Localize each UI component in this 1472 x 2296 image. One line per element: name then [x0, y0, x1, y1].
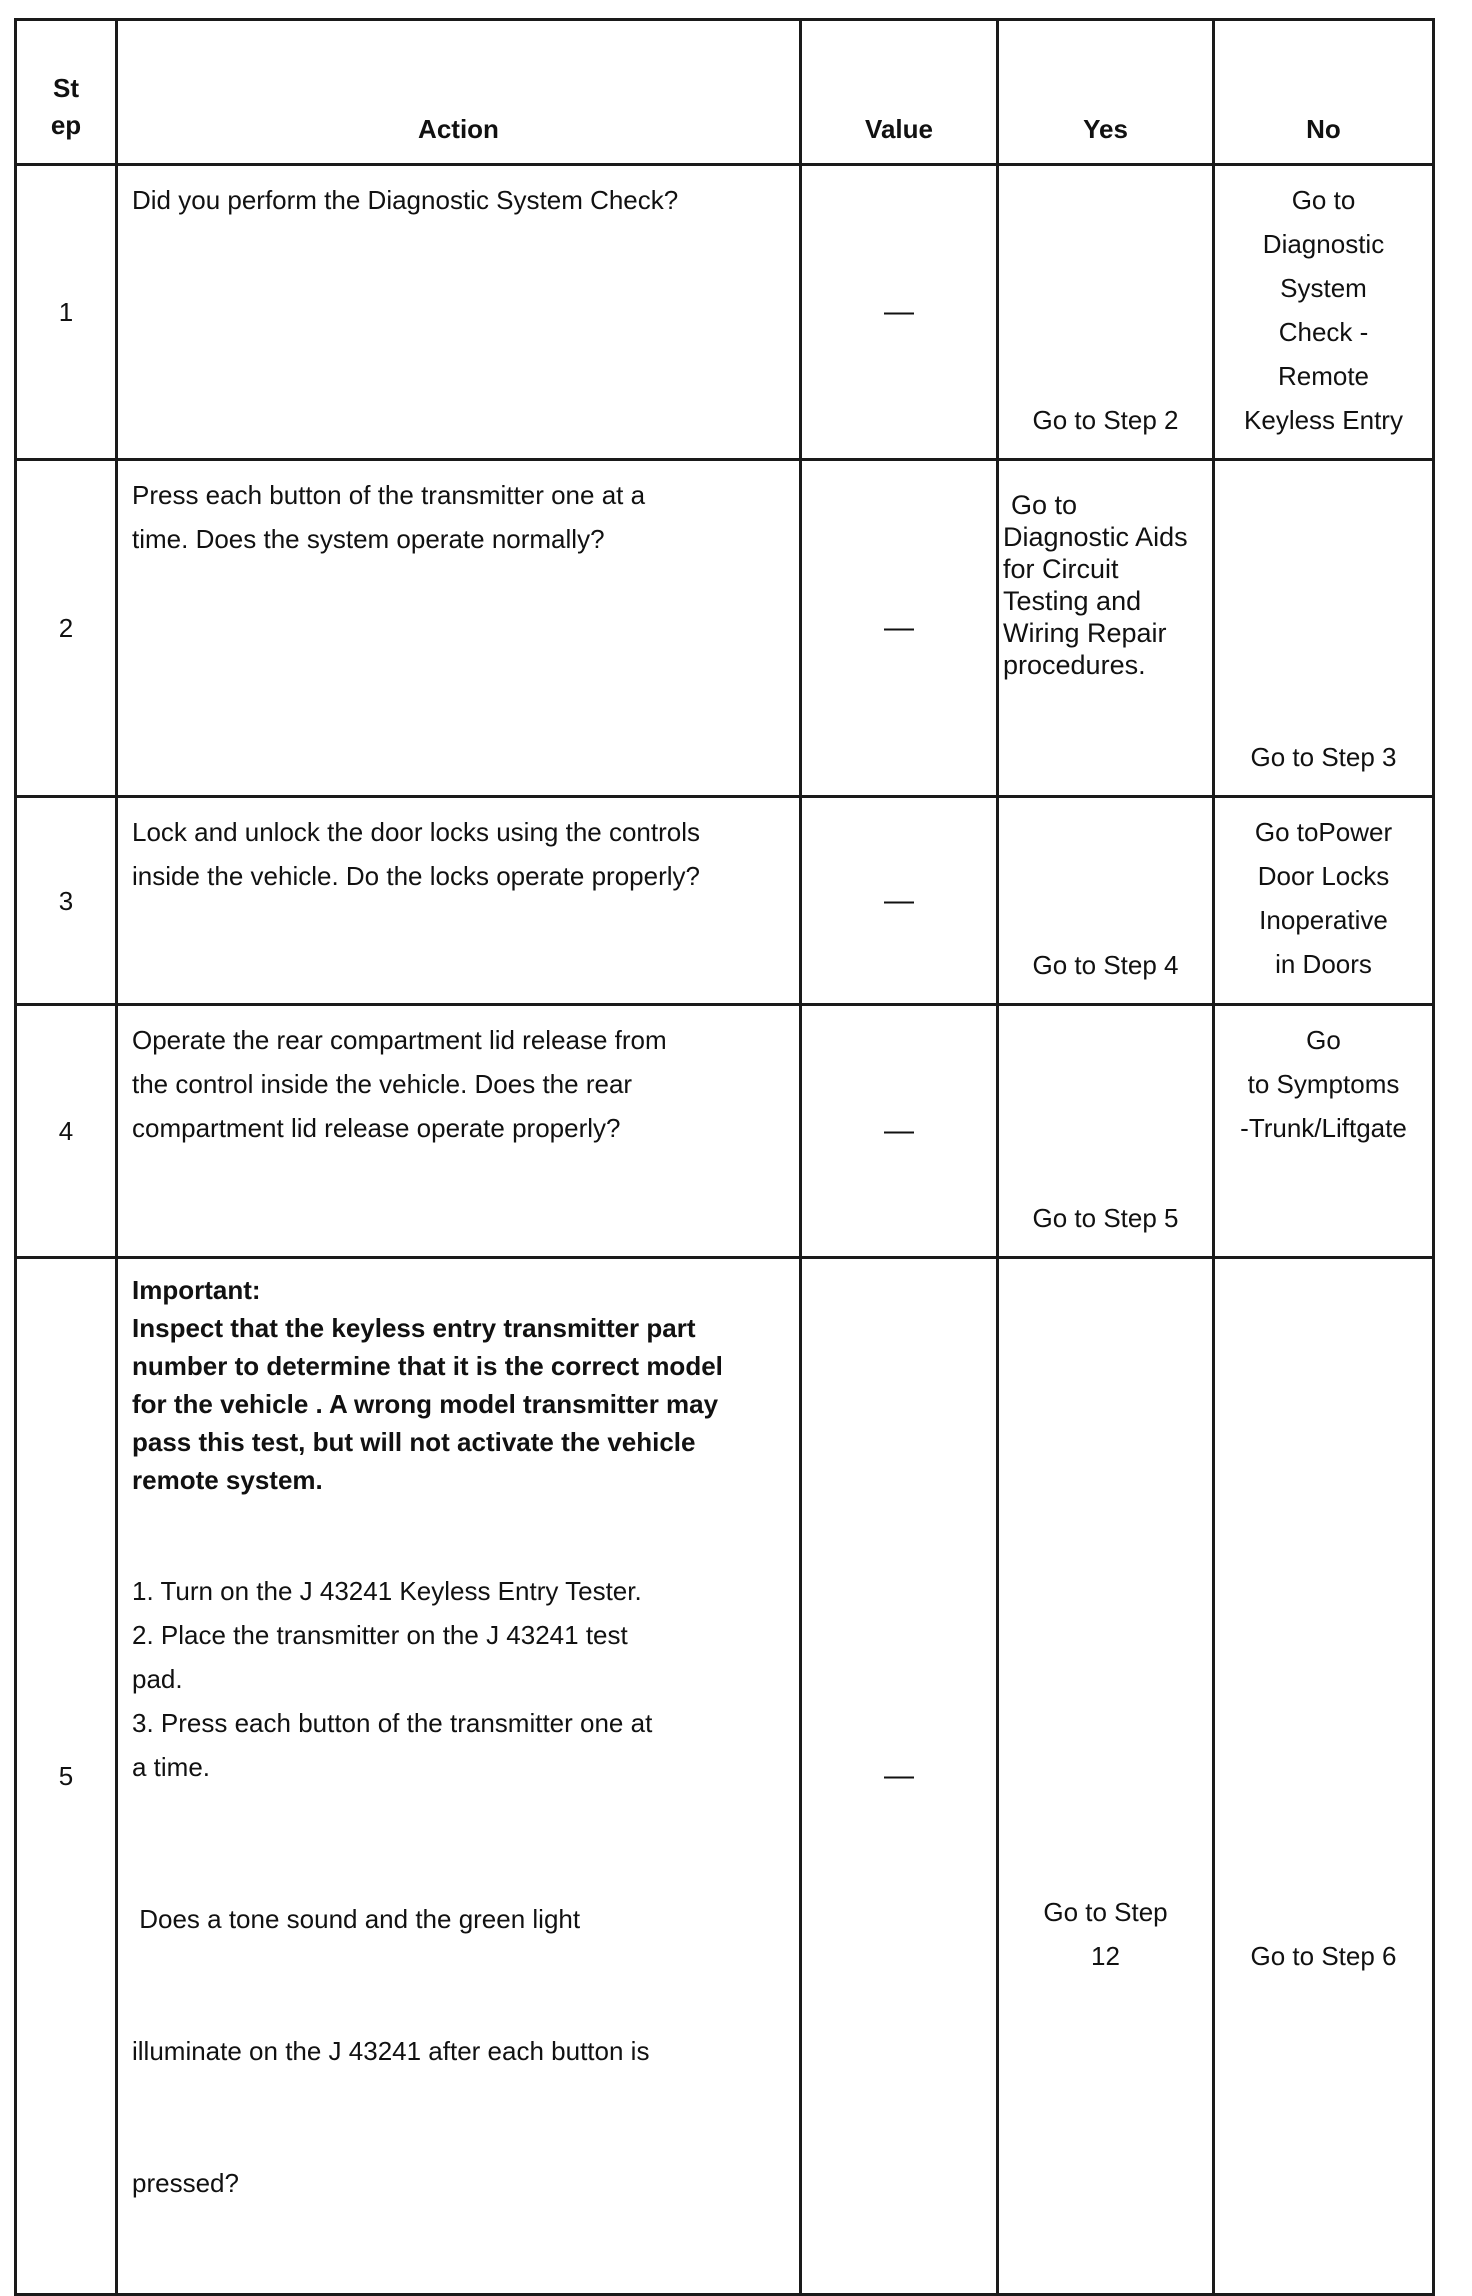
table-row: [16, 1258, 1434, 2295]
list-item: 2. Place the transmitter on the J 43241 test: [132, 1620, 628, 1650]
no-line: Diagnostic: [1262, 229, 1385, 259]
spacer: [132, 1789, 785, 1809]
question-line: pressed?: [132, 2168, 239, 2198]
header-no: No: [1214, 20, 1434, 165]
header-step: [16, 20, 117, 165]
table-row: [16, 1005, 1434, 1258]
yes-cell: [998, 797, 1214, 1005]
no-link[interactable]: [1215, 798, 1432, 986]
no-line: Inoperative: [1259, 905, 1388, 935]
action-line: Operate the rear compartment lid release from: [132, 1025, 667, 1055]
header-step-line2: ep: [50, 110, 82, 141]
important-line: Inspect that the keyless entry transmitter part: [132, 1313, 696, 1343]
no-line: Door Locks: [1257, 861, 1390, 891]
spacer: [132, 1499, 785, 1569]
table-row: [16, 165, 1434, 460]
important-line: pass this test, but will not activate the vehicle: [132, 1427, 696, 1457]
no-line: Check -: [1278, 317, 1369, 347]
header-value: Value: [801, 20, 998, 165]
yes-link[interactable]: Go to Step 5: [1032, 1203, 1179, 1233]
value-cell: —: [801, 1258, 998, 2295]
yes-link[interactable]: [999, 461, 1212, 681]
action-line: Did you perform the Diagnostic System Check?: [132, 185, 679, 215]
yes-line: Go to Step: [1043, 1897, 1168, 1927]
no-link[interactable]: Go to Step 6: [1250, 1941, 1397, 1971]
action-line: inside the vehicle. Do the locks operate properly?: [132, 861, 700, 891]
step-number: 5: [16, 1258, 117, 2295]
action-text: [117, 1258, 801, 2295]
no-line: Go: [1306, 1025, 1341, 1055]
action-text: [117, 460, 801, 797]
no-cell: [1214, 460, 1434, 797]
yes-link[interactable]: Go to Step 4: [1032, 950, 1179, 980]
no-link[interactable]: [1215, 1006, 1432, 1150]
header-step-line1: St: [53, 72, 79, 103]
action-line: Press each button of the transmitter one at a: [132, 480, 646, 510]
question: [132, 1809, 785, 2293]
list-item: 3. Press each button of the transmitter one at: [132, 1708, 653, 1738]
value-cell: —: [801, 1005, 998, 1258]
yes-cell: [998, 165, 1214, 460]
yes-line: Go to: [1011, 490, 1078, 520]
step-number: 2: [16, 460, 117, 797]
value-cell: —: [801, 460, 998, 797]
no-line: in Doors: [1275, 949, 1372, 979]
question-line: illuminate on the J 43241 after each button is: [132, 2036, 650, 2066]
no-line: Remote: [1277, 361, 1370, 391]
list-item: pad.: [132, 1664, 183, 1694]
no-line: System: [1280, 273, 1367, 303]
no-cell: [1214, 1005, 1434, 1258]
no-line: Keyless Entry: [1244, 405, 1403, 435]
no-line: -Trunk/Liftgate: [1240, 1113, 1407, 1143]
no-cell: [1214, 165, 1434, 460]
diagnostic-table: [14, 18, 1435, 2296]
header-yes: Yes: [998, 20, 1214, 165]
list-item: 1. Turn on the J 43241 Keyless Entry Tester.: [132, 1576, 642, 1606]
table-row: [16, 460, 1434, 797]
yes-cell: [998, 1258, 1214, 2295]
procedure-list: [132, 1569, 785, 1789]
yes-line: procedures.: [1003, 650, 1146, 680]
action-text: [117, 797, 801, 1005]
no-cell: [1214, 1258, 1434, 2295]
list-item: a time.: [132, 1752, 211, 1782]
important-line: number to determine that it is the correct model: [132, 1351, 723, 1381]
yes-cell: [998, 460, 1214, 797]
value-cell: —: [801, 797, 998, 1005]
header-action: Action: [117, 20, 801, 165]
no-link[interactable]: [1215, 166, 1432, 442]
no-link[interactable]: Go to Step 3: [1250, 742, 1397, 772]
yes-line: 12: [1091, 1941, 1120, 1971]
important-title: Important:: [132, 1275, 261, 1305]
yes-link[interactable]: Go to Step 2: [1032, 405, 1179, 435]
yes-line: Testing and: [1003, 586, 1142, 616]
header-row: [16, 20, 1434, 165]
action-text: [117, 1005, 801, 1258]
no-line: Go toPower: [1254, 817, 1393, 847]
value-cell: —: [801, 165, 998, 460]
no-line: Go to: [1291, 185, 1356, 215]
step-number: 3: [16, 797, 117, 1005]
important-note: [132, 1309, 785, 1499]
action-line: time. Does the system operate normally?: [132, 524, 605, 554]
yes-link[interactable]: [999, 1890, 1212, 1978]
yes-line: Wiring Repair: [1003, 618, 1167, 648]
no-cell: [1214, 797, 1434, 1005]
table-row: [16, 797, 1434, 1005]
yes-cell: [998, 1005, 1214, 1258]
action-line: the control inside the vehicle. Does the rear: [132, 1069, 633, 1099]
yes-line: for Circuit: [1003, 554, 1119, 584]
step-number: 1: [16, 165, 117, 460]
action-line: Lock and unlock the door locks using the controls: [132, 817, 701, 847]
important-line: for the vehicle . A wrong model transmitter may: [132, 1389, 719, 1419]
yes-line: Diagnostic Aids: [1003, 522, 1188, 552]
question-line: Does a tone sound and the green light: [132, 1904, 581, 1934]
step-number: 4: [16, 1005, 117, 1258]
action-text: [117, 165, 801, 460]
action-line: compartment lid release operate properly?: [132, 1113, 621, 1143]
important-line: remote system.: [132, 1465, 323, 1495]
no-line: to Symptoms: [1247, 1069, 1400, 1099]
